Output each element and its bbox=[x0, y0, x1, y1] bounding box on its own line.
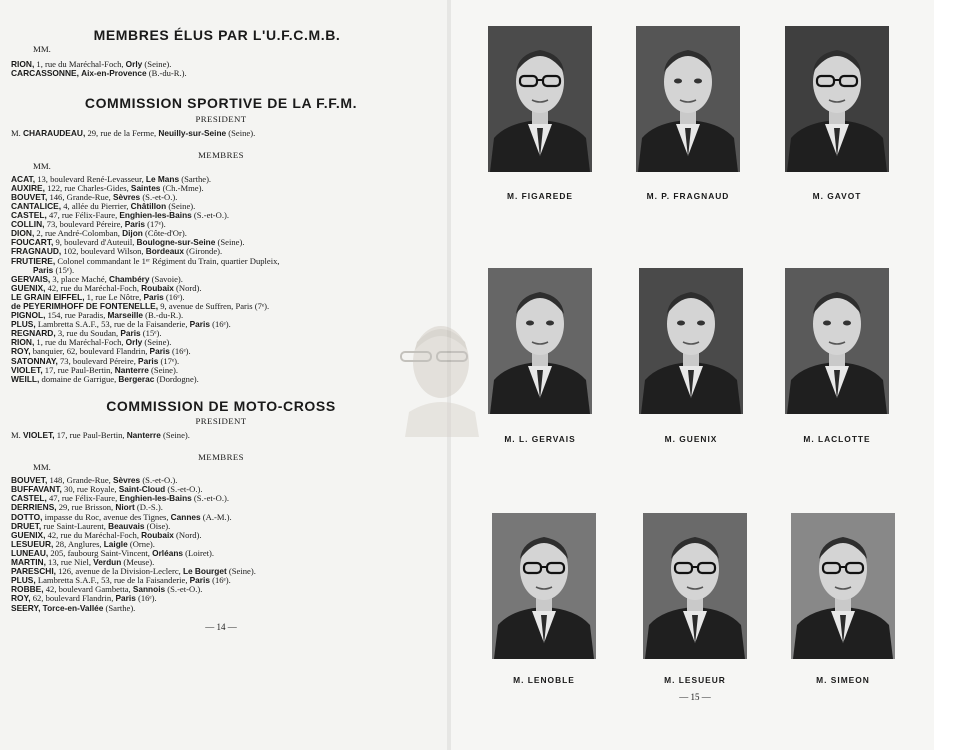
mm-label: MM. bbox=[33, 44, 51, 54]
portrait-photo bbox=[791, 513, 895, 659]
member-entry: WEILL, domaine de Garrigue, Bergerac (Dordogne). bbox=[11, 374, 199, 384]
portrait-caption: M. GUENIX bbox=[664, 434, 718, 444]
member-entry: CASTEL, 47, rue Félix-Faure, Enghien-les-Bains (S.-et-O.). bbox=[11, 494, 230, 504]
portrait-caption: M. LESUEUR bbox=[664, 675, 726, 685]
member-entry: ACAT, 13, boulevard René-Levasseur, Le Mans (Sarthe). bbox=[11, 174, 212, 184]
member-entry: RION, 1, rue du Maréchal-Foch, Orly (Seine). bbox=[11, 338, 172, 348]
member-entry: GUENIX, 42, rue du Maréchal-Foch, Roubaix (Nord). bbox=[11, 283, 202, 293]
president-entry: M. VIOLET, 17, rue Paul-Bertin, Nanterre (Seine). bbox=[11, 430, 190, 440]
member-entry: COLLIN, 73, boulevard Péreire, Paris (17ᵉ). bbox=[11, 220, 166, 230]
members-label: MEMBRES bbox=[198, 150, 244, 161]
portrait-caption: M. LENOBLE bbox=[513, 675, 575, 685]
portrait-caption: M. P. FRAGNAUD bbox=[646, 191, 730, 201]
section-title-commission-sportive: COMMISSION SPORTIVE DE LA F.F.M. bbox=[84, 95, 358, 112]
member-entry: Paris (15ᵉ). bbox=[33, 265, 75, 275]
portrait-photo bbox=[785, 26, 889, 172]
president-label: PRESIDENT bbox=[195, 114, 247, 125]
member-entry: ROY, banquier, 62, boulevard Flandrin, Paris (16ᵉ). bbox=[11, 347, 191, 357]
page-number-left: — 14 — bbox=[205, 621, 237, 632]
member-entry: LUNEAU, 205, faubourg Saint-Vincent, Orléans (Loiret). bbox=[11, 548, 215, 558]
member-entry: SATONNAY, 73, boulevard Péreire, Paris (17ᵉ). bbox=[11, 356, 180, 366]
member-entry: DION, 2, rue André-Colomban, Dijon (Côte-d'Or). bbox=[11, 229, 187, 239]
member-entry: PARESCHI, 126, avenue de la Division-Leclerc, Le Bourget (Seine). bbox=[11, 567, 256, 577]
section-title-moto-cross: COMMISSION DE MOTO-CROSS bbox=[106, 397, 336, 414]
member-entry: ROY, 62, boulevard Flandrin, Paris (16ᵉ). bbox=[11, 594, 157, 604]
member-entry: LESUEUR, 28, Anglures, Laigle (Orne). bbox=[11, 539, 155, 549]
member-entry: REGNARD, 3, rue du Soudan, Paris (15ᵉ). bbox=[11, 329, 162, 339]
member-entry: SEERY, Torce-en-Vallée (Sarthe). bbox=[11, 603, 136, 613]
member-entry: ROBBE, 42, boulevard Gambetta, Sannois (S.-et-O.). bbox=[11, 585, 203, 595]
outer-margin bbox=[934, 0, 965, 750]
member-entry: FRUTIERE, Colonel commandant le 1ᵉʳ Régiment du Train, quartier Dupleix, bbox=[11, 256, 280, 266]
portrait-photo bbox=[492, 513, 596, 659]
member-entry: RION, 1, rue du Maréchal-Foch, Orly (Seine). bbox=[11, 60, 172, 70]
member-entry: CARCASSONNE, Aix-en-Provence (B.-du-R.). bbox=[11, 69, 187, 79]
member-entry: DOTTO, impasse du Roc, avenue des Tignes, Cannes (A.-M.). bbox=[11, 512, 232, 522]
mm-label: MM. bbox=[33, 462, 51, 473]
member-entry: DERRIENS, 29, rue Brisson, Niort (D.-S.). bbox=[11, 503, 163, 513]
member-entry: BOUVET, 148, Grande-Rue, Sèvres (S.-et-O.). bbox=[11, 476, 178, 486]
member-entry: PLUS, Lambretta S.A.F., 53, rue de la Faisanderie, Paris (16ᵉ). bbox=[11, 320, 231, 330]
member-entry: FRAGNAUD, 102, boulevard Wilson, Bordeaux (Gironde). bbox=[11, 247, 223, 257]
member-entry: VIOLET, 17, rue Paul-Bertin, Nanterre (Seine). bbox=[11, 365, 178, 375]
member-entry: CASTEL, 47, rue Félix-Faure, Enghien-les-Bains (S.-et-O.). bbox=[11, 211, 230, 221]
portrait-photo bbox=[643, 513, 747, 659]
member-entry: PLUS, Lambretta S.A.F., 53, rue de la Faisanderie, Paris (16ᵉ). bbox=[11, 576, 231, 586]
member-entry: MARTIN, 13, rue Niel, Verdun (Meuse). bbox=[11, 558, 155, 568]
member-entry: PIGNOL, 154, rue Paradis, Marseille (B.-du-R.). bbox=[11, 311, 184, 321]
member-entry: GUENIX, 42, rue du Maréchal-Foch, Roubaix (Nord). bbox=[11, 530, 202, 540]
portrait-photo bbox=[488, 26, 592, 172]
members-label: MEMBRES bbox=[198, 452, 244, 462]
member-entry: FOUCART, 9, boulevard d'Auteuil, Boulogne-sur-Seine (Seine). bbox=[11, 238, 245, 248]
member-entry: CANTALICE, 4, allée du Pierrier, Châtillon (Seine). bbox=[11, 201, 196, 211]
portrait-photo bbox=[636, 26, 740, 172]
member-entry: AUXIRE, 122, rue Charles-Gides, Saintes (Ch.-Mme). bbox=[11, 183, 204, 193]
portrait-caption: M. LACLOTTE bbox=[803, 434, 871, 444]
portrait-photo bbox=[488, 268, 592, 414]
portrait-caption: M. GAVOT bbox=[812, 191, 862, 201]
portrait-caption: M. FIGAREDE bbox=[507, 191, 573, 201]
member-entry: GERVAIS, 3, place Maché, Chambéry (Savoie). bbox=[11, 274, 183, 284]
president-entry: M. CHARAUDEAU, 29, rue de la Ferme, Neuilly-sur-Seine (Seine). bbox=[11, 129, 256, 139]
member-entry: de PEYERIMHOFF DE FONTENELLE, 9, avenue de Suffren, Paris (7ᵉ). bbox=[11, 301, 270, 311]
president-label: PRESIDENT bbox=[195, 415, 247, 426]
member-entry: DRUET, rue Saint-Laurent, Beauvais (Oise). bbox=[11, 521, 171, 531]
member-entry: BOUVET, 146, Grande-Rue, Sèvres (S.-et-O.). bbox=[11, 192, 178, 202]
mm-label: MM. bbox=[33, 160, 51, 171]
member-entry: BUFFAVANT, 30, rue Royale, Saint-Cloud (S.-et-O.). bbox=[11, 485, 203, 495]
left-page-content bbox=[11, 26, 431, 632]
portrait-caption: M. L. GERVAIS bbox=[504, 434, 576, 444]
member-entry: LE GRAIN EIFFEL, 1, rue Le Nôtre, Paris (16ᵉ). bbox=[11, 292, 185, 302]
page-number-right: — 15 — bbox=[679, 692, 711, 702]
commission-sportive-member-list bbox=[11, 175, 431, 384]
ufcmb-member-list bbox=[11, 60, 431, 78]
section-title-ufcmb: MEMBRES ÉLUS PAR L'U.F.C.M.B. bbox=[93, 27, 341, 43]
portrait-caption: M. SIMEON bbox=[816, 675, 870, 685]
portrait-photo bbox=[785, 268, 889, 414]
moto-cross-member-list bbox=[11, 476, 431, 612]
portrait-photo bbox=[639, 268, 743, 414]
